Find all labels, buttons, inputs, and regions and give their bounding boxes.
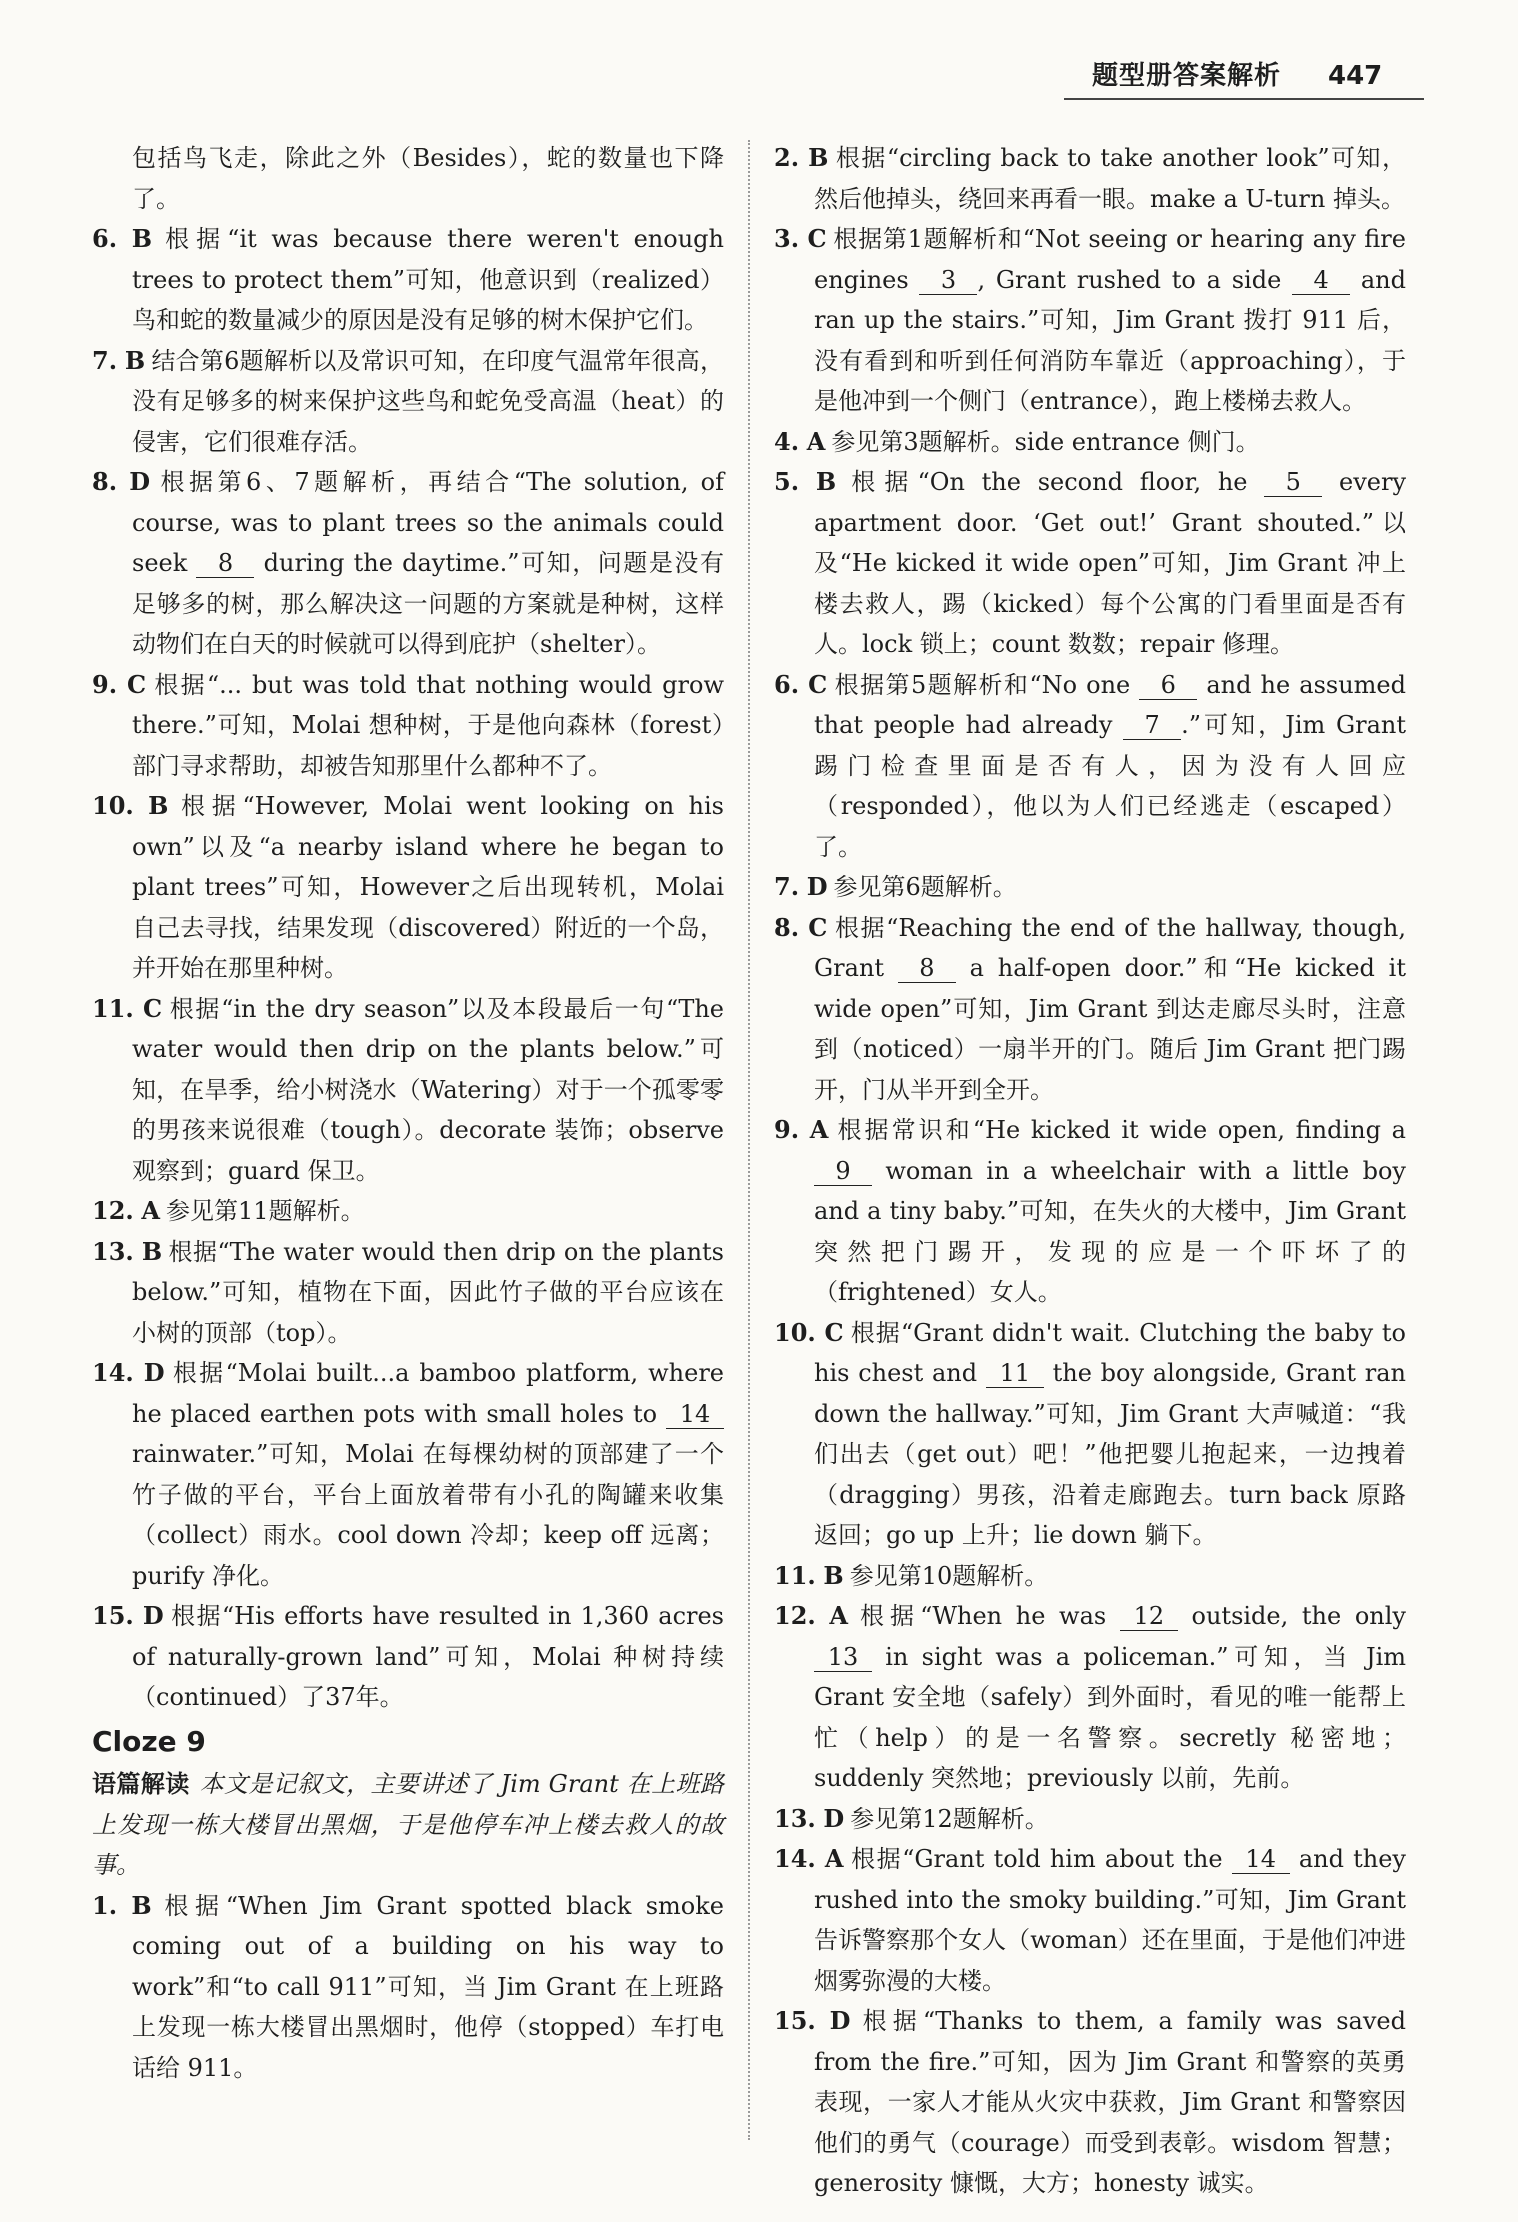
blank: 7 [1123,711,1181,740]
passage-intro [92,1764,724,1886]
blank: 9 [814,1157,872,1186]
answer-item: 8. C 根据“Reaching the end of the hallway, though, Grant 8 a half-open door.”和“He kicked it wide open”可知，Jim Grant 到达走廊尽头时，注意到（noticed）一扇半开的门。随后 Jim Grant 把门踢开，门从半开到全开。 [774,912,1406,1104]
answer-item: 3. C 根据第1题解析和“Not seeing or hearing any fire engines 3 , Grant rushed to a side 4 and ran up the stairs.”可知，Jim Grant 拨打 911 后，没有看到和听到任何消防车靠近（approaching），于是他冲到一个侧门（entrance），跑上楼梯去救人。 [774,224,1407,415]
answer-item: 4. A 参见第3题解析。side entrance 侧门。 [774,426,1260,456]
blank: 13 [814,1643,872,1672]
answer-item: 7. D 参见第6题解析。 [774,872,1017,901]
blank: 5 [1264,468,1322,497]
blank: 3 [919,266,977,295]
page-number: 447 [1328,61,1383,91]
answer-item: 14. A 根据“Grant told him about the 14 and they rushed into the smoky building.”可知，Jim Grant 告诉警察那个女人（woman）还在里面，于是他们冲进烟雾弥漫的大楼。 [774,1844,1406,1995]
column-divider [748,140,750,2140]
blank: 8 [196,549,254,578]
header-rule [1064,98,1424,100]
answer-item: 13. D 参见第12题解析。 [774,1803,1049,1833]
blank: 4 [1292,266,1350,295]
answer-item: 12. A 根据“When he was 12 outside, the only 13 in sight was a policeman.”可知，当 Jim Grant 安全地（safely）到外面时，看见的唯一能帮上忙（help）的是一名警察。secretly 秘密地；suddenly 突然地；previously 以前，先前。 [774,1601,1406,1792]
continuation-text: 包括鸟飞走，除此之外（Besides），蛇的数量也下降了。 [132,144,724,213]
answer-item: 9. A 根据常识和“He kicked it wide open, finding a 9 woman in a wheelchair with a little boy and a tiny baby.”可知，在失火的大楼中，Jim Grant 突然把门踢开，发现的应是一个吓坏了的（frightened）女人。 [774,1115,1406,1306]
answer-item: 10. C 根据“Grant didn't wait. Clutching the baby to his chest and 11 the boy alongside, Grant ran down the hallway.”可知，Jim Grant 大声喊道：“我们出去（get out）吧！”他把婴儿抱起来，一边拽着（dragging）男孩，沿着走廊跑去。turn back 原路返回；go up 上升；lie down 躺下。 [774,1317,1406,1549]
blank: 14 [666,1400,724,1429]
answer-item: 11. C 根据“in the dry season”以及本段最后一句“The water would then drip on the plants below.”可知，在旱季，给小树浇水（Watering）对于一个孤零零的男孩来说很难（tough）。decorate 装饰；observe 观察到；guard 保卫。 [92,993,724,1185]
answer-item: 5. B 根据“On the second floor, he 5 every apartment door. ‘Get out!’ Grant shouted.”以及“He kicked it wide open”可知，Jim Grant 冲上楼去救人，踢（kicked）每个公寓的门看里面是否有人。lock 锁上；count 数数；repair 修理。 [774,467,1406,658]
answer-item: 15. D 根据“Thanks to them, a family was saved from the fire.”可知，因为 Jim Grant 和警察的英勇表现，一家人才能从火灾中获救，Jim Grant 和警察因他们的勇气（courage）而受到表彰。wisdom 智慧；generosity 慷慨，大方；honesty 诚实。 [774,2006,1406,2197]
answer-item: 14. D 根据“Molai built...a bamboo platform, where he placed earthen pots with small holes to 14 rainwater.”可知，Molai 在每棵幼树的顶部建了一个竹子做的平台，平台上面放着带有小孔的陶罐来收集（collect）雨水。cool down 冷却；keep off 远离；purify 净化。 [92,1358,724,1590]
page-header [0,0,1518,110]
blank: 12 [1120,1602,1178,1631]
answer-item: 8. D 根据第6、7题解析，再结合“The solution, of course, was to plant trees so the animals could seek 8 during the daytime.”可知，问题是没有足够多的树，那么解决这一问题的方案就是种树，这样动物们在白天的时候就可以得到庇护（shelter）。 [92,467,724,658]
blank: 6 [1139,671,1197,700]
answer-item: 1. B 根据“When Jim Grant spotted black smoke coming out of a building on his way to work”和“to call 911”可知，当 Jim Grant 在上班路上发现一栋大楼冒出黑烟时，他停（stopped）车打电话给 911。 [92,1890,724,2082]
section-title: Cloze 9 [92,1724,206,1758]
answer-item: 6. C 根据第5题解析和“No one 6 and he assumed that people had already 7 .”可知，Jim Grant 踢门检查里面是否有人，因为没有人回应（responded），他以为人们已经逃走（escaped）了。 [774,669,1406,861]
answer-item: 9. C 根据“... but was told that nothing would grow there.”可知，Molai 想种树，于是他向森林（forest）部门寻求帮助，却被告知那里什么都种不了。 [92,669,724,780]
left-column [92,138,724,2088]
answer-item: 11. B 参见第10题解析。 [774,1560,1049,1590]
answer-item: 10. B 根据“However, Molai went looking on his own”以及“a nearby island where he began to plant trees”可知，However之后出现转机，Molai 自己去寻找，结果发现（discovered）附近的一个岛，并开始在那里种树。 [92,791,725,982]
answer-item: 12. A 参见第11题解析。 [92,1196,365,1225]
header-title: 题型册答案解析 [1092,61,1282,91]
blank: 11 [986,1359,1044,1388]
answer-item: 7. B 结合第6题解析以及常识可知，在印度气温常年很高，没有足够多的树来保护这些鸟和蛇免受高温（heat）的侵害，它们很难存活。 [92,345,724,456]
right-column [774,138,1406,2204]
blank: 8 [898,954,956,983]
answer-item: 15. D 根据“His efforts have resulted in 1,360 acres of naturally-grown land”可知，Molai 种树持续（continued）了37年。 [92,1601,724,1711]
answer-item: 13. B 根据“The water would then drip on the plants below.”可知，植物在下面，因此竹子做的平台应该在小树的顶部（top）。 [92,1236,724,1347]
intro-label: 语篇解读 [92,1770,190,1798]
answer-item: 6. B 根据“it was because there weren't enough trees to protect them”可知，他意识到（realized）鸟和蛇的数量减少的原因是没有足够的树木保护它们。 [92,224,724,334]
answer-item: 2. B 根据“circling back to take another look”可知，然后他掉头，绕回来再看一眼。make a U-turn 掉头。 [774,143,1406,213]
blank: 14 [1232,1845,1290,1874]
intro-text: 本文是记叙文，主要讲述了 Jim Grant 在上班路上发现一栋大楼冒出黑烟，于是他停车冲上楼去救人的故事。 [92,1770,724,1879]
